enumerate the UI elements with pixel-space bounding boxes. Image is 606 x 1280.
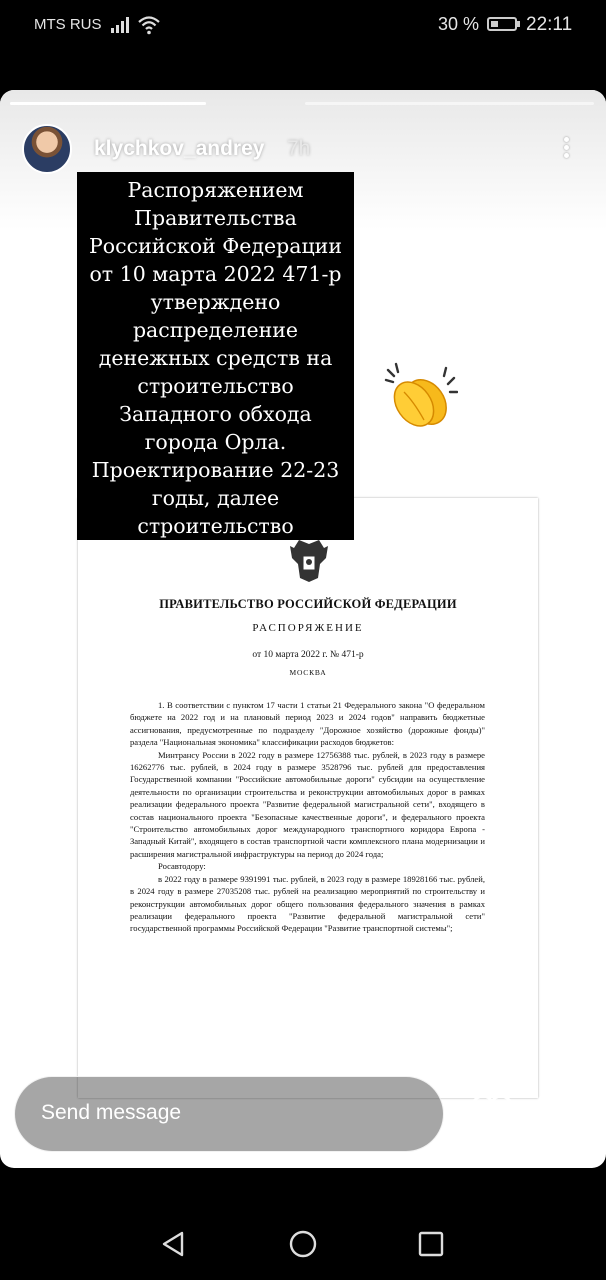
coat-of-arms-icon bbox=[286, 538, 332, 584]
battery-icon bbox=[487, 17, 517, 31]
story-caption: Распоряжением Правительства Российской Федерации от 10 марта 2022 471-р утверждено распределение денежных средств на строительство Западного обхода города Орла. Проектирование 22-23 годы, далее строительство bbox=[77, 172, 354, 540]
heart-icon[interactable] bbox=[470, 1094, 514, 1134]
story-viewer[interactable] bbox=[0, 90, 606, 1168]
carrier-label: MTS RUS bbox=[34, 16, 102, 33]
document-date: от 10 марта 2022 г. № 471-р bbox=[252, 650, 364, 660]
send-message-placeholder: Send message bbox=[41, 1101, 182, 1124]
story-progress-segment bbox=[10, 102, 206, 105]
post-time: 7h bbox=[287, 137, 311, 160]
username[interactable]: klychkov_andrey bbox=[94, 137, 265, 160]
document-body bbox=[130, 699, 485, 935]
clapping-hands-icon bbox=[384, 362, 458, 434]
document-paragraph: Минтрансу России в 2022 году в размере 12756388 тыс. рублей, в 2023 году в размере 16262776 тыс. рублей, в 2024 году в размере 3528796 тыс. рублей для предоставления Государственной компании "Российские автомобильные дороги" субсидии на осуществление деятельности по организации строительства и реконструкции автомобильных дорог в рамках реализации федерального проекта "Развитие федеральной магистральной сети", входящего в состав национального проекта "Безопасные качественные дороги", и федерального проекта "Строительство автомобильных дорог международного транспортного коридора Европа - Западный Китай", входящего в состав транспортной части комплексного плана модернизации и расширения магистральной инфраструктуры на период до 2024 года; bbox=[130, 749, 485, 859]
document-image bbox=[78, 498, 538, 1098]
clock: 22:11 bbox=[526, 14, 573, 35]
more-options-icon[interactable] bbox=[556, 134, 576, 164]
document-city: МОСКВА bbox=[289, 668, 327, 677]
home-icon[interactable] bbox=[289, 1230, 317, 1258]
document-type: РАСПОРЯЖЕНИЕ bbox=[252, 622, 364, 634]
document-paragraph: в 2022 году в размере 9391991 тыс. рублей, в 2023 году в размере 18928166 тыс. рублей, в 2024 году в размере 27035208 тыс. рублей на реализацию мероприятий по строительству и реконструкции автомобильных дорог общего пользования федерального значения в рамках реализации федерального проекта "Развитие федеральной магистральной сети" государственной программы Российской Федерации "Развитие транспортной системы"; bbox=[130, 873, 485, 934]
battery-fill bbox=[491, 21, 498, 27]
signal-icon bbox=[110, 16, 132, 34]
story-progress-fill bbox=[10, 102, 206, 105]
recent-apps-icon[interactable] bbox=[418, 1231, 444, 1257]
back-icon[interactable] bbox=[160, 1230, 186, 1258]
wifi-icon bbox=[137, 14, 161, 36]
document-issuer: ПРАВИТЕЛЬСТВО РОССИЙСКОЙ ФЕДЕРАЦИИ bbox=[159, 597, 457, 611]
battery-tip bbox=[517, 21, 520, 27]
status-bar bbox=[0, 0, 606, 52]
send-message-input[interactable] bbox=[14, 1076, 444, 1152]
battery-percent: 30 % bbox=[438, 14, 480, 34]
avatar[interactable] bbox=[22, 124, 72, 174]
document-paragraph: Росавтодору: bbox=[158, 861, 206, 872]
story-progress-segment bbox=[305, 102, 594, 105]
navigation-bar bbox=[0, 1200, 606, 1280]
send-icon[interactable] bbox=[538, 1092, 580, 1134]
document-paragraph: 1. В соответствии с пунктом 17 части 1 статьи 21 Федерального закона "О федеральном бюджете на 2022 год и на плановый период 2023 и 2024 годов" направить бюджетные ассигнования, предусмотренные по подразделу "Дорожное хозяйство (дорожные фонды)" раздела "Национальная экономика" классификации расходов бюджетов: bbox=[130, 700, 485, 748]
